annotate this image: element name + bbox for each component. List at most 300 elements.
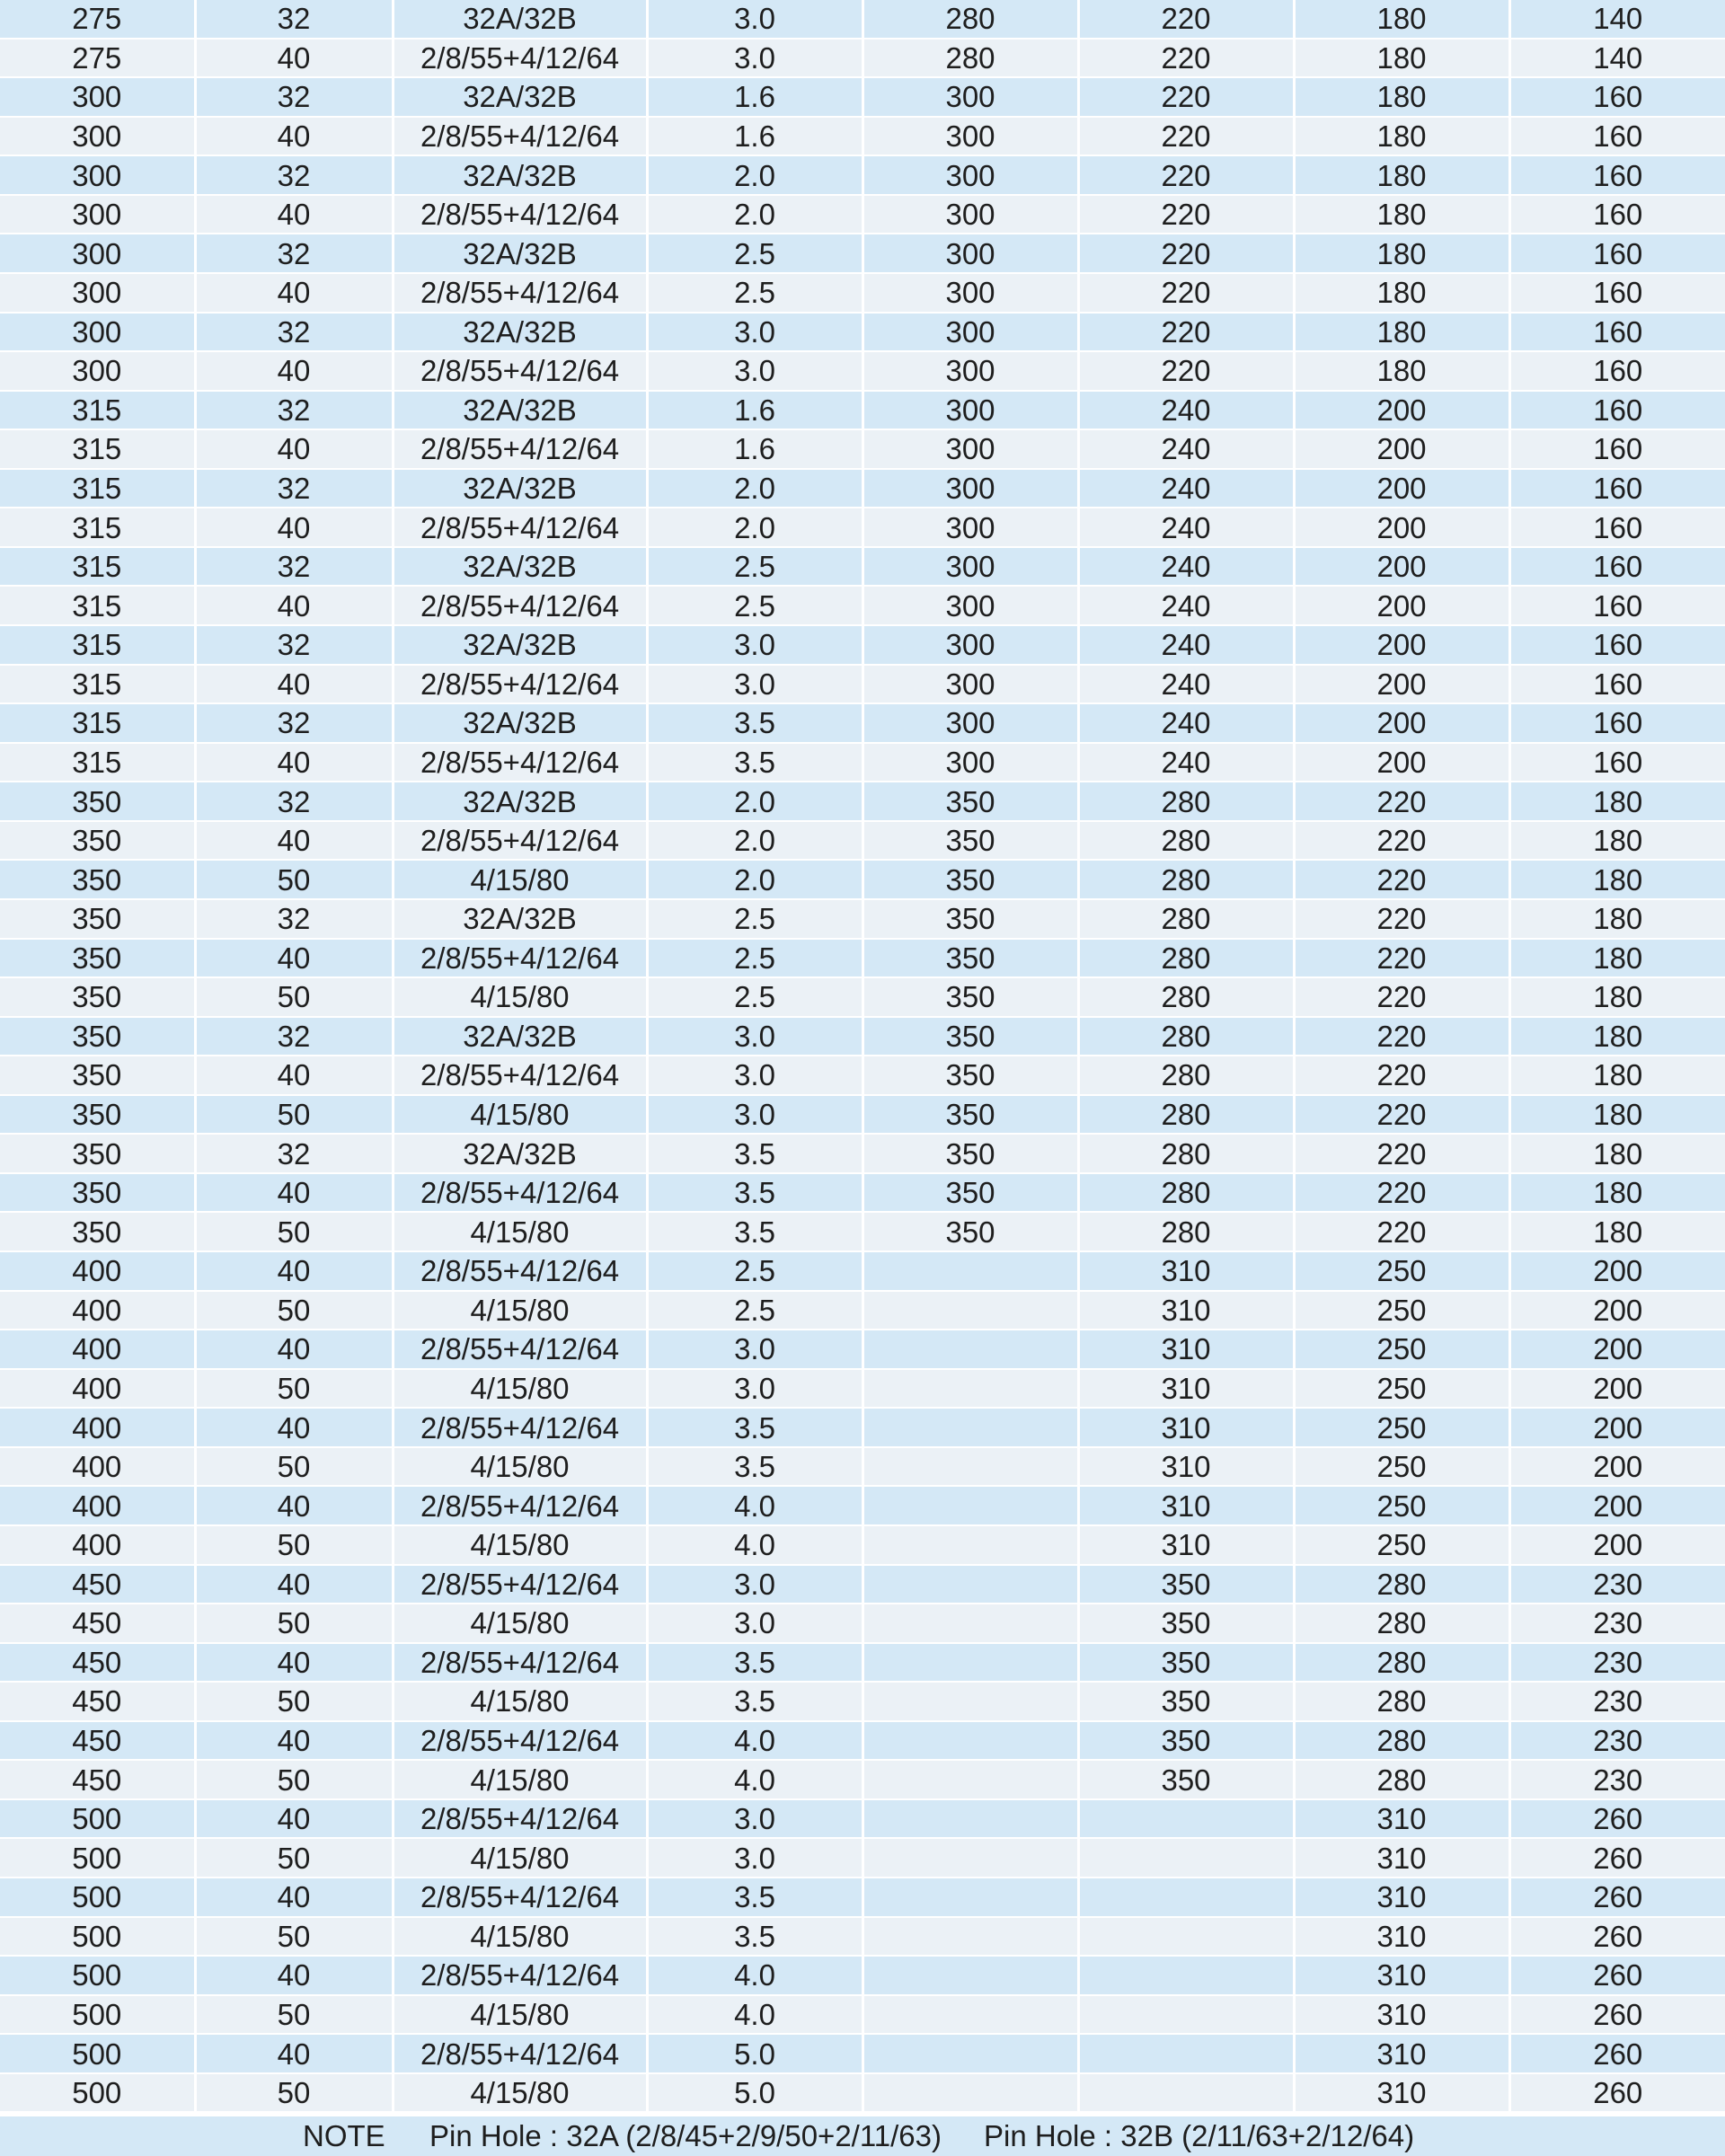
table-cell: 275 <box>0 39 195 78</box>
table-cell: 40 <box>195 429 393 469</box>
table-row <box>0 1682 1725 1721</box>
table-cell <box>1078 2034 1294 2073</box>
table-cell: 310 <box>1294 1838 1509 1878</box>
table-cell: 160 <box>1509 117 1725 156</box>
table-row <box>0 1565 1725 1604</box>
table-cell: 310 <box>1294 1995 1509 2035</box>
table-cell: 220 <box>1078 195 1294 234</box>
table-cell: 350 <box>0 821 195 861</box>
table-cell: 32 <box>195 547 393 587</box>
table-cell: 220 <box>1078 234 1294 273</box>
table-cell: 350 <box>0 939 195 978</box>
table-cell: 220 <box>1294 1173 1509 1213</box>
table-cell: 40 <box>195 1486 393 1525</box>
table-cell: 50 <box>195 1604 393 1643</box>
table-cell: 200 <box>1294 508 1509 547</box>
table-row <box>0 1251 1725 1291</box>
table-cell: 250 <box>1294 1369 1509 1409</box>
table-cell: 50 <box>195 1369 393 1409</box>
table-cell: 315 <box>0 586 195 625</box>
table-cell: 400 <box>0 1251 195 1291</box>
table-row <box>0 547 1725 587</box>
table-cell: 260 <box>1509 1838 1725 1878</box>
table-cell: 280 <box>1078 977 1294 1017</box>
table-cell: 4/15/80 <box>393 1525 647 1565</box>
table-cell: 50 <box>195 1917 393 1957</box>
table-cell: 240 <box>1078 391 1294 430</box>
table-cell: 315 <box>0 469 195 508</box>
table-cell: 2/8/55+4/12/64 <box>393 743 647 782</box>
note-pin-hole-32a: Pin Hole : 32A (2/8/45+2/9/50+2/11/63) <box>429 2119 942 2152</box>
table-row <box>0 1291 1725 1330</box>
table-cell: 350 <box>862 821 1078 861</box>
table-row <box>0 351 1725 391</box>
table-cell: 230 <box>1509 1721 1725 1761</box>
table-cell: 2/8/55+4/12/64 <box>393 195 647 234</box>
table-cell: 4/15/80 <box>393 1682 647 1721</box>
note-pin-hole-32b: Pin Hole : 32B (2/11/63+2/12/64) <box>984 2119 1415 2152</box>
table-cell: 2.0 <box>647 508 862 547</box>
table-row <box>0 586 1725 625</box>
table-cell: 2/8/55+4/12/64 <box>393 1173 647 1213</box>
table-cell: 2.0 <box>647 469 862 508</box>
table-cell: 280 <box>1078 1095 1294 1135</box>
table-cell: 200 <box>1294 665 1509 704</box>
table-cell: 3.5 <box>647 1682 862 1721</box>
table-cell: 310 <box>1078 1447 1294 1487</box>
table-cell <box>862 1838 1078 1878</box>
note-label: NOTE <box>303 2119 385 2152</box>
table-cell: 500 <box>0 1956 195 1995</box>
table-cell: 310 <box>1078 1251 1294 1291</box>
table-row <box>0 743 1725 782</box>
table-cell: 280 <box>862 0 1078 39</box>
table-cell: 350 <box>862 860 1078 899</box>
table-cell: 220 <box>1078 39 1294 78</box>
table-cell: 40 <box>195 1878 393 1917</box>
table-cell: 315 <box>0 703 195 743</box>
table-cell: 180 <box>1294 195 1509 234</box>
table-cell: 3.5 <box>647 1212 862 1251</box>
table-cell: 40 <box>195 1330 393 1369</box>
table-cell: 230 <box>1509 1760 1725 1799</box>
table-cell: 315 <box>0 547 195 587</box>
table-cell: 280 <box>1078 1173 1294 1213</box>
table-cell: 2.0 <box>647 155 862 195</box>
table-cell: 200 <box>1509 1408 1725 1447</box>
table-cell: 4/15/80 <box>393 1291 647 1330</box>
table-cell: 50 <box>195 977 393 1017</box>
table-cell: 240 <box>1078 625 1294 665</box>
table-row <box>0 665 1725 704</box>
table-cell: 4/15/80 <box>393 1604 647 1643</box>
table-row <box>0 155 1725 195</box>
table-cell: 40 <box>195 1799 393 1839</box>
table-cell: 4/15/80 <box>393 1760 647 1799</box>
table-cell: 160 <box>1509 313 1725 352</box>
table-cell: 350 <box>862 1017 1078 1056</box>
table-row <box>0 1721 1725 1761</box>
table-cell: 3.5 <box>647 1447 862 1487</box>
table-cell: 160 <box>1509 273 1725 313</box>
table-cell: 160 <box>1509 469 1725 508</box>
table-cell: 310 <box>1294 1878 1509 1917</box>
table-row <box>0 508 1725 547</box>
table-row <box>0 899 1725 939</box>
table-cell: 160 <box>1509 429 1725 469</box>
table-cell: 400 <box>0 1486 195 1525</box>
table-cell: 310 <box>1294 1956 1509 1995</box>
table-cell: 2/8/55+4/12/64 <box>393 1056 647 1095</box>
table-cell: 2.5 <box>647 939 862 978</box>
table-cell: 280 <box>1078 1212 1294 1251</box>
table-cell: 220 <box>1078 117 1294 156</box>
table-cell: 240 <box>1078 665 1294 704</box>
table-cell: 1.6 <box>647 429 862 469</box>
table-cell: 4.0 <box>647 1956 862 1995</box>
table-cell: 160 <box>1509 508 1725 547</box>
table-row <box>0 939 1725 978</box>
table-cell: 2/8/55+4/12/64 <box>393 2034 647 2073</box>
table-cell: 300 <box>862 625 1078 665</box>
table-cell: 2.5 <box>647 977 862 1017</box>
table-cell: 32A/32B <box>393 1017 647 1056</box>
table-cell: 300 <box>862 234 1078 273</box>
table-cell: 450 <box>0 1760 195 1799</box>
table-row <box>0 273 1725 313</box>
table-cell: 400 <box>0 1408 195 1447</box>
note-bar <box>0 2115 1725 2156</box>
table-cell: 220 <box>1294 977 1509 1017</box>
table-cell: 2.0 <box>647 195 862 234</box>
table-cell: 300 <box>862 703 1078 743</box>
table-cell: 240 <box>1078 469 1294 508</box>
table-cell: 280 <box>1294 1604 1509 1643</box>
table-cell: 2.5 <box>647 1291 862 1330</box>
table-cell: 200 <box>1294 469 1509 508</box>
table-cell: 40 <box>195 1721 393 1761</box>
table-cell: 220 <box>1294 1212 1509 1251</box>
table-cell: 280 <box>1078 1056 1294 1095</box>
table-cell: 32A/32B <box>393 391 647 430</box>
table-cell: 200 <box>1294 391 1509 430</box>
table-cell: 4/15/80 <box>393 1095 647 1135</box>
table-cell: 160 <box>1509 625 1725 665</box>
table-cell: 160 <box>1509 155 1725 195</box>
table-row <box>0 234 1725 273</box>
table-cell: 220 <box>1294 1095 1509 1135</box>
table-cell <box>1078 1878 1294 1917</box>
table-cell: 500 <box>0 1995 195 2035</box>
table-cell: 310 <box>1078 1330 1294 1369</box>
table-cell: 180 <box>1294 0 1509 39</box>
table-cell <box>1078 1838 1294 1878</box>
table-cell: 50 <box>195 1291 393 1330</box>
table-cell: 350 <box>1078 1565 1294 1604</box>
table-cell <box>862 1799 1078 1839</box>
table-cell: 32A/32B <box>393 782 647 821</box>
table-cell: 240 <box>1078 429 1294 469</box>
table-cell: 40 <box>195 1565 393 1604</box>
table-row <box>0 1604 1725 1643</box>
table-row <box>0 782 1725 821</box>
table-row <box>0 1995 1725 2035</box>
table-cell: 2.5 <box>647 547 862 587</box>
table-cell <box>862 1917 1078 1957</box>
table-cell: 350 <box>0 1173 195 1213</box>
table-cell: 2.0 <box>647 860 862 899</box>
table-cell: 200 <box>1294 625 1509 665</box>
table-cell: 160 <box>1509 391 1725 430</box>
table-row <box>0 429 1725 469</box>
table-cell: 180 <box>1509 1173 1725 1213</box>
table-cell: 350 <box>862 899 1078 939</box>
table-cell: 32 <box>195 155 393 195</box>
table-cell: 180 <box>1509 821 1725 861</box>
table-cell: 300 <box>862 195 1078 234</box>
table-cell: 3.0 <box>647 1799 862 1839</box>
table-cell: 2/8/55+4/12/64 <box>393 665 647 704</box>
table-cell: 300 <box>862 77 1078 117</box>
table-cell: 180 <box>1509 1017 1725 1056</box>
table-cell: 200 <box>1294 429 1509 469</box>
table-cell: 2.5 <box>647 586 862 625</box>
table-cell: 310 <box>1078 1408 1294 1447</box>
table-cell: 350 <box>0 782 195 821</box>
table-cell: 280 <box>1294 1721 1509 1761</box>
table-cell: 280 <box>1294 1565 1509 1604</box>
table-cell: 300 <box>862 508 1078 547</box>
table-cell: 50 <box>195 1212 393 1251</box>
table-cell: 300 <box>0 273 195 313</box>
table-cell: 350 <box>1078 1721 1294 1761</box>
table-cell: 4/15/80 <box>393 977 647 1017</box>
table-row <box>0 703 1725 743</box>
table-cell: 200 <box>1509 1525 1725 1565</box>
table-cell: 2.5 <box>647 1251 862 1291</box>
table-row <box>0 39 1725 78</box>
table-row <box>0 1212 1725 1251</box>
table-cell: 500 <box>0 2073 195 2113</box>
table-cell: 500 <box>0 1878 195 1917</box>
table-cell: 240 <box>1078 508 1294 547</box>
table-cell: 315 <box>0 429 195 469</box>
table-cell: 500 <box>0 1917 195 1957</box>
table-cell: 200 <box>1509 1447 1725 1487</box>
table-cell <box>862 1369 1078 1409</box>
table-cell: 2/8/55+4/12/64 <box>393 1486 647 1525</box>
table-cell <box>862 1251 1078 1291</box>
table-cell: 3.5 <box>647 1173 862 1213</box>
table-cell: 230 <box>1509 1565 1725 1604</box>
table-cell: 40 <box>195 351 393 391</box>
table-cell: 280 <box>1294 1682 1509 1721</box>
table-cell: 50 <box>195 1760 393 1799</box>
table-cell: 40 <box>195 586 393 625</box>
table-cell: 220 <box>1078 0 1294 39</box>
table-cell: 315 <box>0 625 195 665</box>
table-cell: 32 <box>195 77 393 117</box>
table-cell: 2/8/55+4/12/64 <box>393 429 647 469</box>
table-cell: 280 <box>862 39 1078 78</box>
table-cell: 40 <box>195 939 393 978</box>
table-cell: 200 <box>1509 1291 1725 1330</box>
table-cell: 40 <box>195 665 393 704</box>
table-cell: 40 <box>195 1056 393 1095</box>
table-cell: 3.5 <box>647 1878 862 1917</box>
table-cell: 240 <box>1078 586 1294 625</box>
table-cell <box>862 1995 1078 2035</box>
table-cell: 3.5 <box>647 743 862 782</box>
table-row <box>0 0 1725 39</box>
table-cell: 50 <box>195 860 393 899</box>
table-cell: 280 <box>1078 1017 1294 1056</box>
table-cell: 32A/32B <box>393 77 647 117</box>
table-cell: 230 <box>1509 1643 1725 1683</box>
table-cell: 200 <box>1294 703 1509 743</box>
table-cell: 2/8/55+4/12/64 <box>393 939 647 978</box>
table-cell: 4/15/80 <box>393 1838 647 1878</box>
table-cell: 310 <box>1078 1291 1294 1330</box>
table-cell: 3.0 <box>647 1369 862 1409</box>
table-cell: 180 <box>1509 860 1725 899</box>
table-cell: 450 <box>0 1721 195 1761</box>
table-cell: 2/8/55+4/12/64 <box>393 1721 647 1761</box>
table-cell: 350 <box>862 977 1078 1017</box>
table-cell: 315 <box>0 665 195 704</box>
table-row <box>0 1760 1725 1799</box>
table-cell: 2/8/55+4/12/64 <box>393 39 647 78</box>
table-cell: 300 <box>0 155 195 195</box>
table-cell: 3.0 <box>647 39 862 78</box>
table-cell: 250 <box>1294 1251 1509 1291</box>
table-row <box>0 2034 1725 2073</box>
table-cell: 230 <box>1509 1682 1725 1721</box>
table-cell: 4.0 <box>647 1721 862 1761</box>
table-cell <box>1078 2073 1294 2113</box>
table-cell: 220 <box>1294 899 1509 939</box>
table-cell: 32A/32B <box>393 1134 647 1173</box>
table-cell <box>862 1408 1078 1447</box>
table-cell: 200 <box>1294 743 1509 782</box>
table-cell: 200 <box>1509 1330 1725 1369</box>
table-cell: 4/15/80 <box>393 1995 647 2035</box>
table-cell: 2.5 <box>647 234 862 273</box>
table-cell: 2.0 <box>647 782 862 821</box>
table-cell: 3.0 <box>647 1565 862 1604</box>
table-cell: 450 <box>0 1565 195 1604</box>
table-cell: 40 <box>195 821 393 861</box>
table-cell: 200 <box>1509 1486 1725 1525</box>
table-cell: 310 <box>1294 2034 1509 2073</box>
table-cell: 140 <box>1509 39 1725 78</box>
table-cell: 350 <box>862 782 1078 821</box>
table-cell: 2/8/55+4/12/64 <box>393 1565 647 1604</box>
table-cell: 300 <box>862 117 1078 156</box>
table-cell: 32A/32B <box>393 625 647 665</box>
table-cell <box>862 1604 1078 1643</box>
table-cell: 220 <box>1294 782 1509 821</box>
table-cell: 260 <box>1509 1956 1725 1995</box>
table-cell: 350 <box>862 1056 1078 1095</box>
table-row <box>0 1017 1725 1056</box>
table-cell: 300 <box>862 313 1078 352</box>
table-row <box>0 1173 1725 1213</box>
table-cell <box>862 1447 1078 1487</box>
table-cell: 350 <box>0 1134 195 1173</box>
table-cell: 50 <box>195 1525 393 1565</box>
table-cell: 180 <box>1294 273 1509 313</box>
table-cell: 40 <box>195 1956 393 1995</box>
table-cell: 3.0 <box>647 1056 862 1095</box>
table-cell: 3.0 <box>647 1095 862 1135</box>
table-cell: 3.5 <box>647 1917 862 1957</box>
table-cell: 2/8/55+4/12/64 <box>393 1251 647 1291</box>
table-cell: 180 <box>1509 939 1725 978</box>
table-cell: 280 <box>1078 860 1294 899</box>
table-cell: 1.6 <box>647 77 862 117</box>
table-cell: 240 <box>1078 743 1294 782</box>
table-cell: 2/8/55+4/12/64 <box>393 1799 647 1839</box>
table-cell: 32 <box>195 313 393 352</box>
table-cell: 40 <box>195 39 393 78</box>
table-cell: 32A/32B <box>393 0 647 39</box>
table-cell: 3.0 <box>647 665 862 704</box>
table-cell: 180 <box>1509 1134 1725 1173</box>
table-cell: 300 <box>862 743 1078 782</box>
table-cell: 180 <box>1509 899 1725 939</box>
table-row <box>0 1838 1725 1878</box>
table-cell: 3.5 <box>647 1134 862 1173</box>
table-cell: 310 <box>1078 1486 1294 1525</box>
table-row <box>0 77 1725 117</box>
table-cell: 32A/32B <box>393 313 647 352</box>
table-cell: 40 <box>195 117 393 156</box>
table-cell: 32 <box>195 625 393 665</box>
table-row <box>0 2073 1725 2113</box>
table-cell: 32 <box>195 0 393 39</box>
table-cell: 3.0 <box>647 625 862 665</box>
table-row <box>0 469 1725 508</box>
table-cell: 260 <box>1509 2034 1725 2073</box>
table-cell: 280 <box>1078 821 1294 861</box>
table-cell: 300 <box>862 586 1078 625</box>
table-row <box>0 1917 1725 1957</box>
table-row <box>0 625 1725 665</box>
table-cell: 350 <box>862 1134 1078 1173</box>
table-row <box>0 195 1725 234</box>
table-cell: 32 <box>195 1017 393 1056</box>
table-cell: 4.0 <box>647 1760 862 1799</box>
table-row <box>0 1486 1725 1525</box>
table-cell: 2.5 <box>647 899 862 939</box>
table-cell: 260 <box>1509 2073 1725 2113</box>
table-cell: 250 <box>1294 1447 1509 1487</box>
table-cell: 40 <box>195 1251 393 1291</box>
table-cell: 220 <box>1294 821 1509 861</box>
table-cell: 2/8/55+4/12/64 <box>393 117 647 156</box>
table-cell: 2/8/55+4/12/64 <box>393 1956 647 1995</box>
table-row <box>0 1056 1725 1095</box>
table-cell: 275 <box>0 0 195 39</box>
table-cell: 4/15/80 <box>393 2073 647 2113</box>
table-cell: 4/15/80 <box>393 1917 647 1957</box>
table-cell: 40 <box>195 743 393 782</box>
table-cell: 40 <box>195 1643 393 1683</box>
table-cell <box>1078 1956 1294 1995</box>
table-cell: 315 <box>0 391 195 430</box>
table-cell: 260 <box>1509 1878 1725 1917</box>
